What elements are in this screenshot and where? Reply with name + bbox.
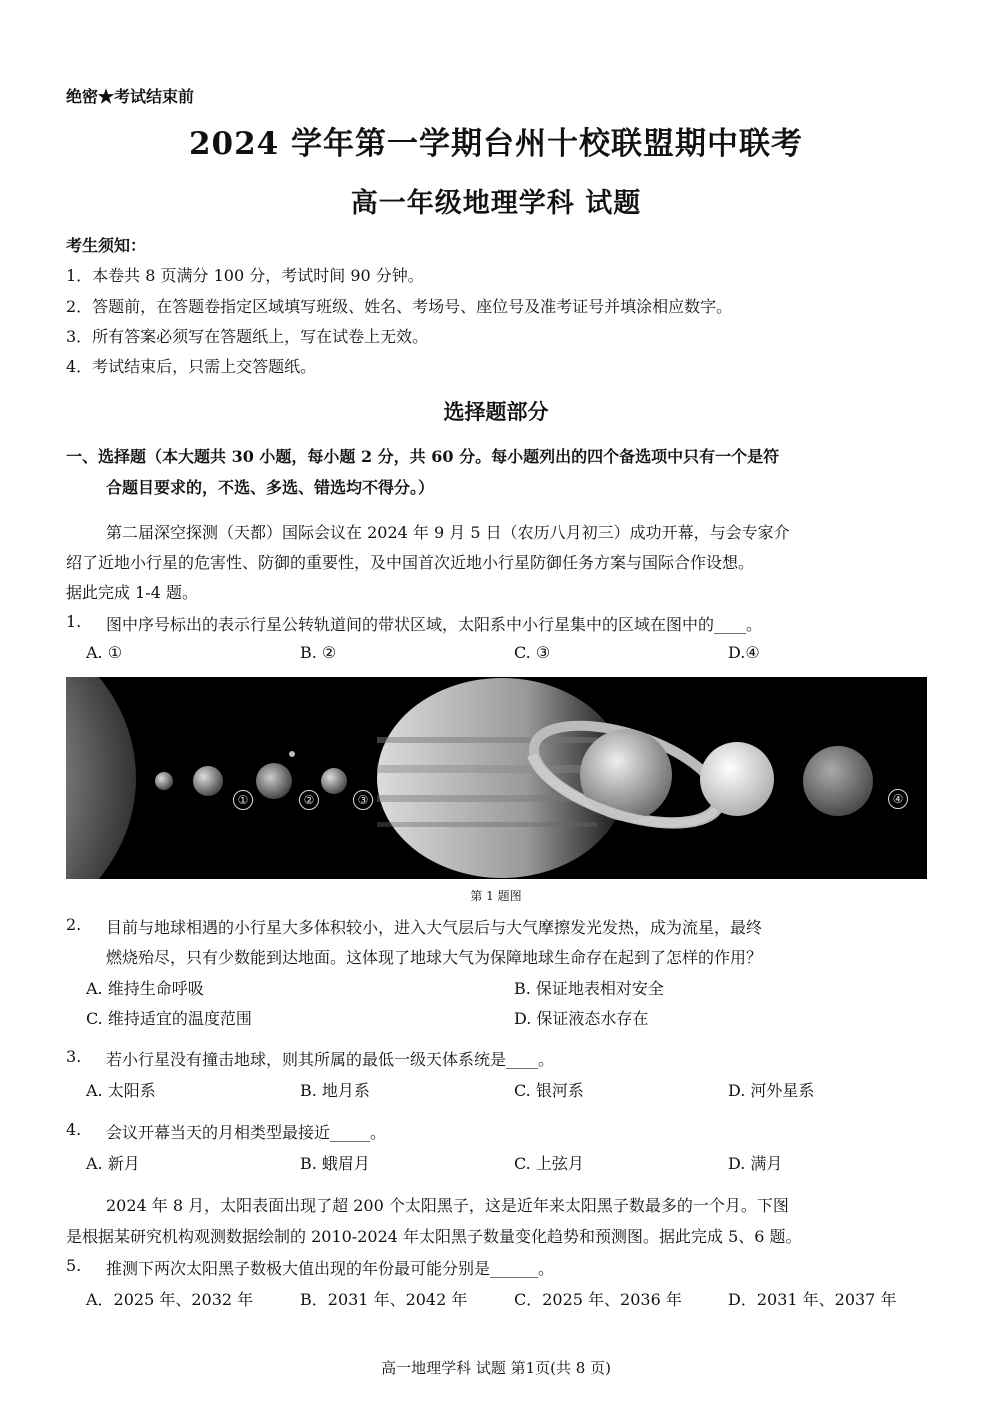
intro-paragraph-line: 据此完成 1-4 题。 <box>66 583 198 602</box>
q1-option-d: D.④ <box>728 643 760 662</box>
question-2-text-line1: 目前与地球相遇的小行星大多体积较小，进入大气层后与大气摩擦发光发热，成为流星，最终 <box>106 918 763 937</box>
q1-option-a: A. ① <box>86 643 123 662</box>
mercury <box>155 772 173 790</box>
moon <box>289 751 295 757</box>
marker-1: ① <box>233 790 253 810</box>
exam-title: 2024 学年第一学期台州十校联盟期中联考 <box>188 126 804 162</box>
exam-subtitle: 高一年级地理学科 试题 <box>350 188 642 219</box>
q1-option-b: B. ② <box>300 643 337 662</box>
secret-label: 绝密★考试结束前 <box>66 87 195 106</box>
notice-item: 2．答题前，在答题卷指定区域填写班级、姓名、考场号、座位号及准考证号并填涂相应数字。 <box>66 297 733 316</box>
marker-3: ③ <box>353 790 373 810</box>
marker-4: ④ <box>888 789 908 809</box>
question-number: 4. <box>66 1120 82 1139</box>
q3-option-a: A. 太阳系 <box>86 1081 156 1100</box>
intro-paragraph-line: 第二届深空探测（天都）国际会议在 2024 年 9 月 5 日（农历八月初三）成功开幕，与会专家介 <box>106 523 790 542</box>
mars <box>321 768 347 794</box>
intro-paragraph-line: 是根据某研究机构观测数据绘制的 2010-2024 年太阳黑子数量变化趋势和预测图。据此完成 5、6 题。 <box>66 1227 802 1246</box>
q3-option-c: C. 银河系 <box>514 1081 584 1100</box>
solar-system-image <box>66 677 927 879</box>
uranus <box>700 742 774 816</box>
earth <box>256 763 292 799</box>
q4-option-d: D. 满月 <box>728 1154 783 1173</box>
page-footer: 高一地理学科 试题 第1页(共 8 页) <box>381 1359 611 1377</box>
section-title: 选择题部分 <box>443 399 549 424</box>
intro-paragraph-line: 2024 年 8 月，太阳表面出现了超 200 个太阳黑子，这是近年来太阳黑子数最多的一个月。下图 <box>106 1196 789 1215</box>
q5-option-b: B．2031 年、2042 年 <box>300 1290 468 1309</box>
notice-item: 1．本卷共 8 页满分 100 分，考试时间 90 分钟。 <box>66 266 424 285</box>
venus <box>193 766 223 796</box>
question-number: 3. <box>66 1047 82 1066</box>
q2-option-d: D. 保证液态水存在 <box>514 1009 649 1028</box>
q1-option-c: C. ③ <box>514 643 551 662</box>
intro-paragraph-line: 绍了近地小行星的危害性、防御的重要性，及中国首次近地小行星防御任务方案与国际合作设想。 <box>66 553 755 572</box>
sun <box>66 677 136 879</box>
q5-option-a: A．2025 年、2032 年 <box>86 1290 254 1309</box>
figure-caption: 第 1 题图 <box>470 889 522 903</box>
solar-system-figure <box>66 677 927 879</box>
notice-item: 4．考试结束后，只需上交答题纸。 <box>66 357 317 376</box>
q2-option-b: B. 保证地表相对安全 <box>514 979 664 998</box>
part-instructions-line1: 一、选择题（本大题共 30 小题，每小题 2 分，共 60 分。每小题列出的四个备选项中只有一个是符 <box>66 447 780 466</box>
part-instructions-line2: 合题目要求的，不选、多选、错选均不得分。） <box>106 478 435 497</box>
question-number: 1. <box>66 612 82 631</box>
q2-option-c: C. 维持适宜的温度范围 <box>86 1009 252 1028</box>
question-1-text: 图中序号标出的表示行星公转轨道间的带状区域，太阳系中小行星集中的区域在图中的____。 <box>106 615 763 634</box>
question-4-text: 会议开幕当天的月相类型最接近_____。 <box>106 1123 387 1142</box>
q3-option-d: D. 河外星系 <box>728 1081 815 1100</box>
question-number: 2. <box>66 915 82 934</box>
marker-2: ② <box>299 790 319 810</box>
q4-option-a: A. 新月 <box>86 1154 140 1173</box>
q2-option-a: A. 维持生命呼吸 <box>86 979 204 998</box>
question-number: 5. <box>66 1256 82 1275</box>
q4-option-c: C. 上弦月 <box>514 1154 584 1173</box>
q4-option-b: B. 蛾眉月 <box>300 1154 370 1173</box>
q5-option-d: D．2031 年、2037 年 <box>728 1290 897 1309</box>
question-2-text-line2: 燃烧殆尽，只有少数能到达地面。这体现了地球大气为保障地球生命存在起到了怎样的作用？ <box>106 948 763 967</box>
question-5-text: 推测下两次太阳黑子数极大值出现的年份最可能分别是______。 <box>106 1259 555 1278</box>
q5-option-c: C．2025 年、2036 年 <box>514 1290 682 1309</box>
neptune <box>803 746 873 816</box>
q3-option-b: B. 地月系 <box>300 1081 370 1100</box>
notice-heading: 考生须知： <box>66 236 147 255</box>
question-3-text: 若小行星没有撞击地球，则其所属的最低一级天体系统是____。 <box>106 1050 555 1069</box>
notice-item: 3．所有答案必须写在答题纸上，写在试卷上无效。 <box>66 327 429 346</box>
